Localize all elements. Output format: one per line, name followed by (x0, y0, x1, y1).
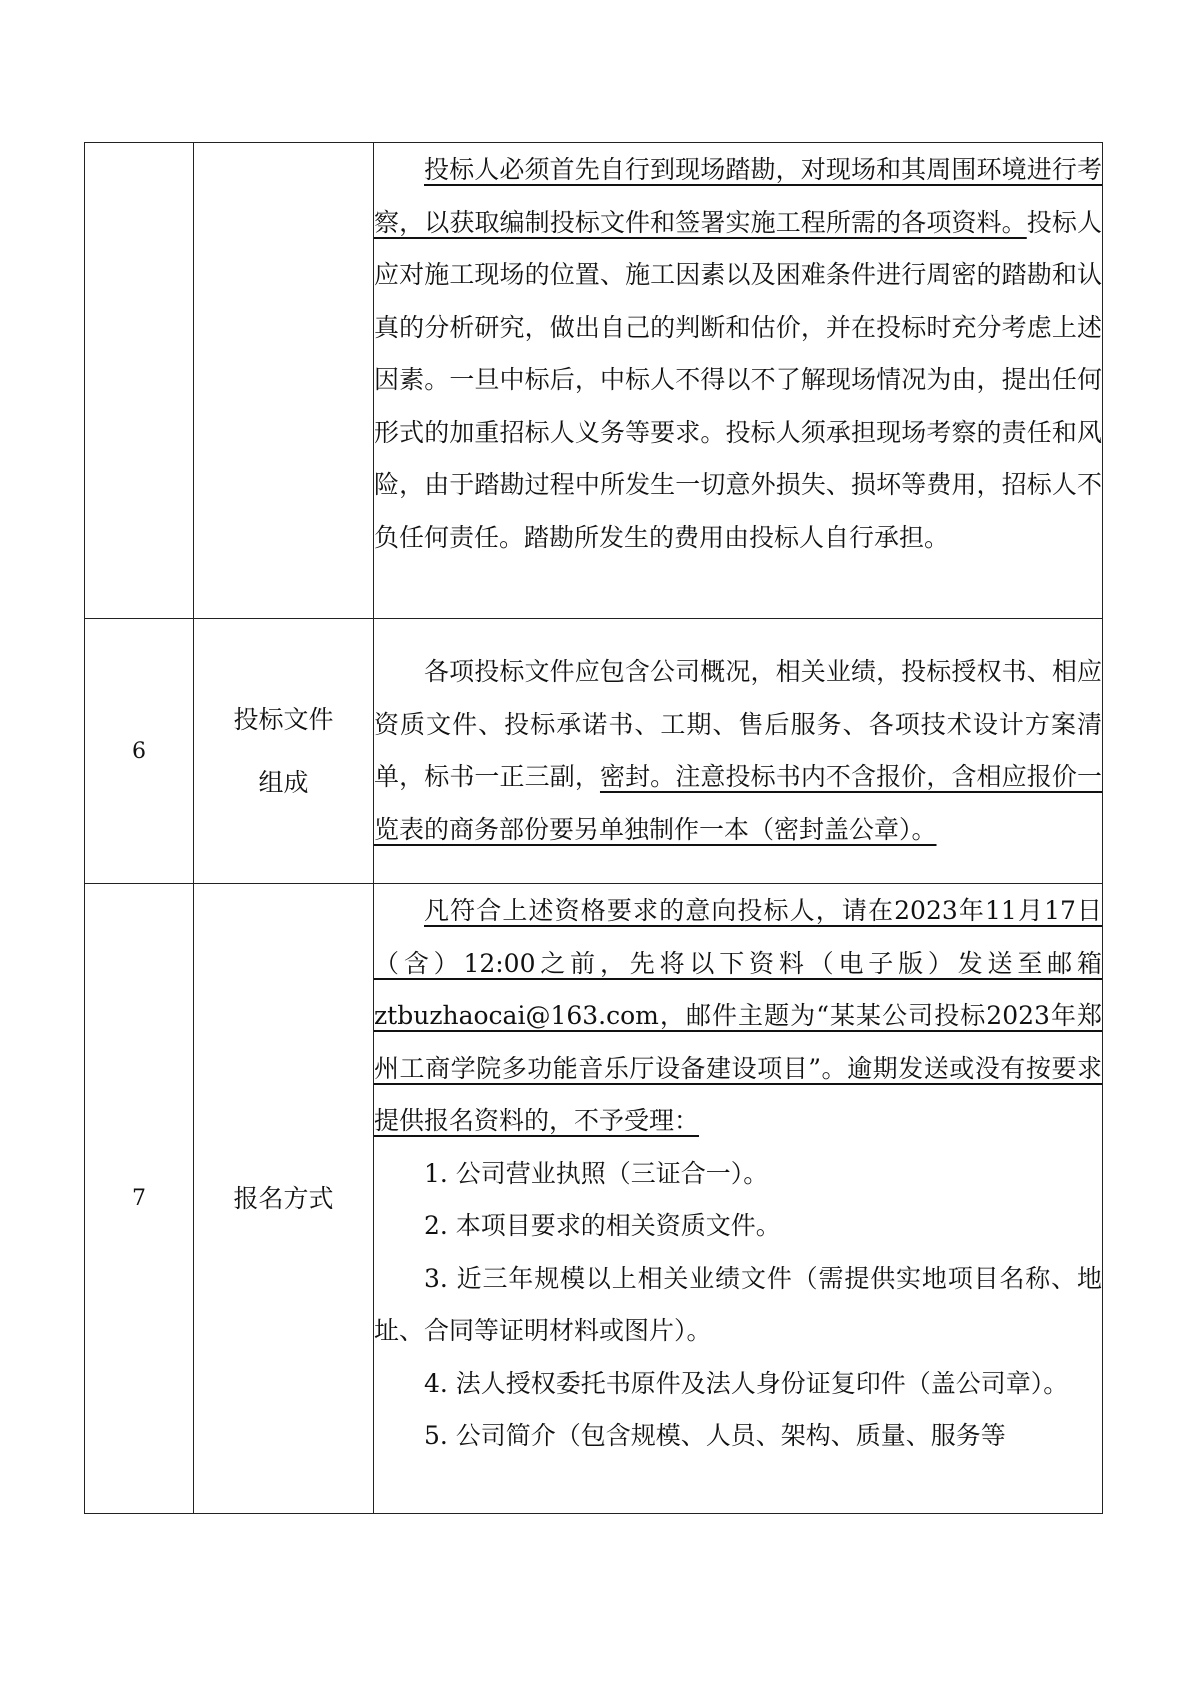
underlined-text: 凡符合上述资格要求的意向投标人，请在2023年11月17日（含）12:00之前，先将以下资料（电子版）发送至邮箱ztbuzhaocai@163.com，邮件主题为“某某公司投标2023年郑州工商学院多功能音乐厅设备建设项目”。逾期发送或没有按要求提供报名资料的，不予受理： (374, 896, 1102, 1135)
table-row (85, 619, 1103, 884)
item-label-line: 组成 (258, 768, 309, 797)
list-item: 5. 公司简介（包含规模、人员、架构、质量、服务等 (424, 1421, 1006, 1450)
row-item-cell (194, 619, 374, 884)
row-number-cell (85, 143, 194, 619)
item-label-line: 投标文件 (233, 705, 334, 734)
row-content-cell (374, 143, 1103, 619)
row-item-cell: 报名方式 (194, 884, 374, 1514)
document-table (84, 142, 1103, 1514)
underlined-text: 投标人必须首先自行到现场踏勘，对现场和其周围环境进行考察，以获取编制投标文件和签署实施工程所需的各项资料。 (374, 155, 1102, 237)
list-item: 1. 公司营业执照（三证合一）。 (424, 1158, 769, 1188)
site-inspection-paragraph (374, 144, 1102, 564)
table-row (85, 143, 1103, 619)
paragraph-text: 投标人应对施工现场的位置、施工因素以及困难条件进行周密的踏勘和认真的分析研究，做出自己的判断和估价，并在投标时充分考虑上述因素。一旦中标后，中标人不得以不了解现场情况为由，提出任何形式的加重招标人义务等要求。投标人须承担现场考察的责任和风险，由于踏勘过程中所发生一切意外损失、损坏等费用，招标人不负任何责任。踏勘所发生的费用由投标人自行承担。 (374, 207, 1102, 552)
underlined-text: 密封。注意投标书内不含报价，含相应报价一览表的商务部份要另单独制作一本（密封盖公章）。 (374, 762, 1102, 844)
row-number-cell: 7 (85, 884, 194, 1514)
registration-intro-paragraph (374, 885, 1102, 1148)
table-row (85, 884, 1103, 1514)
row-item-cell (194, 143, 374, 619)
list-item: 3. 近三年规模以上相关业绩文件（需提供实地项目名称、地址、合同等证明材料或图片）。 (374, 1263, 1102, 1345)
list-item: 4. 法人授权委托书原件及法人身份证复印件（盖公司章）。 (424, 1368, 1069, 1398)
bid-documents-paragraph (374, 646, 1102, 856)
list-item: 2. 本项目要求的相关资质文件。 (424, 1211, 781, 1240)
paragraph-text: 各项投标文件应包含公司概况，相关业绩，投标授权书、相应资质文件、投标承诺书、工期、售后服务、各项技术设计方案清单，标书一正三副， (374, 657, 1102, 791)
row-content-cell (374, 884, 1103, 1514)
row-content-cell (374, 619, 1103, 884)
row-number-cell: 6 (85, 619, 194, 884)
